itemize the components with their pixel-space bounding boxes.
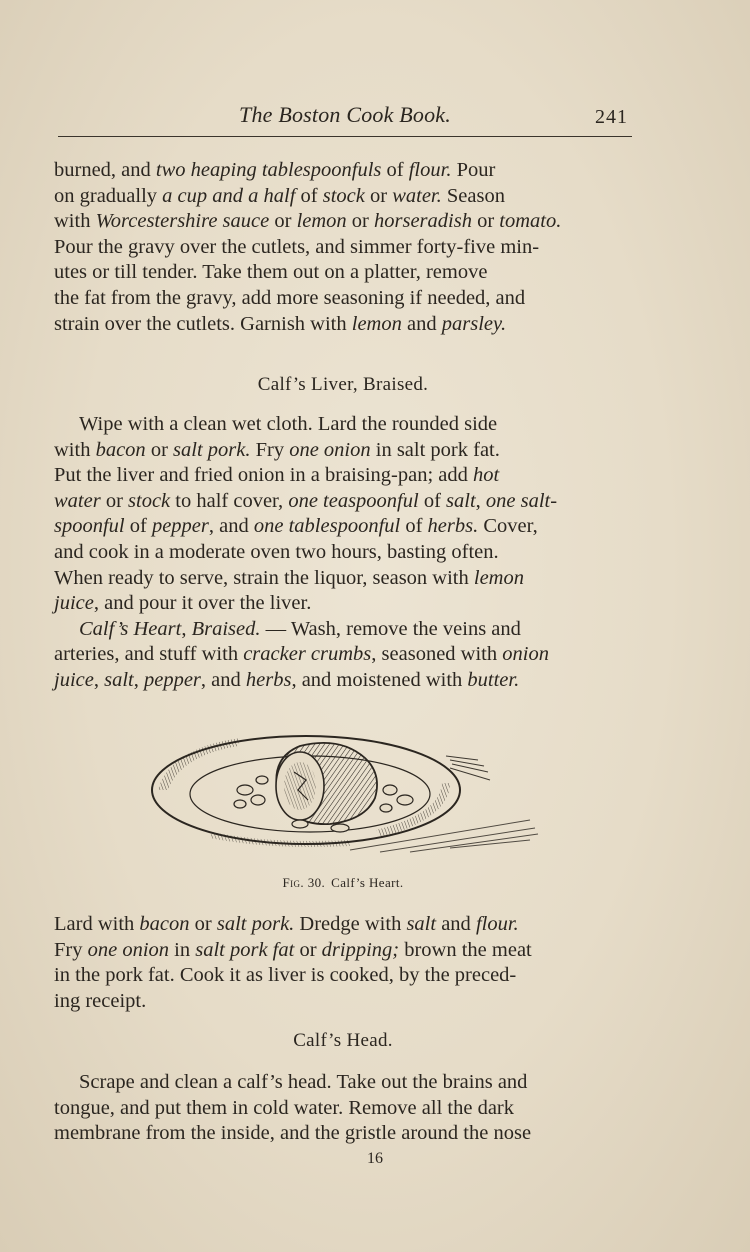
text-line: Calf’s Heart, Braised. — Wash, remove the veins and <box>79 617 521 640</box>
text-line: Lard with bacon or salt pork. Dredge with salt and flour. <box>54 913 519 935</box>
heading-calfs-head: Calf’s Head. <box>293 1030 393 1051</box>
text-line: with Worcestershire sauce or lemon or horseradish or tomato. <box>54 210 562 233</box>
text-line: Scrape and clean a calf’s head. Take out the brains and <box>79 1071 528 1093</box>
text-line: spoonful of pepper, and one tablespoonful of herbs. Cover, <box>54 515 538 538</box>
text-line: Pour the gravy over the cutlets, and simmer forty-five min- <box>54 235 540 258</box>
calfs-heart-engraving <box>150 728 540 862</box>
text-line: in the pork fat. Cook it as liver is cooked, by the preced- <box>54 964 517 987</box>
text-line: Fry one onion in salt pork fat or dripping; brown the meat <box>54 938 532 961</box>
text-line: ing receipt. <box>54 989 147 1012</box>
text-line: Put the liver and fried onion in a braising-pan; add hot <box>54 464 500 487</box>
text-line: membrane from the inside, and the gristle around the nose <box>54 1122 532 1145</box>
heading-calfs-liver: Calf’s Liver, Braised. <box>257 374 429 395</box>
text-line: and cook in a moderate oven two hours, basting often. <box>54 540 499 563</box>
head-recipe <box>54 1070 632 1147</box>
text-line: with bacon or salt pork. Fry one onion in salt pork fat. <box>54 438 500 461</box>
text-line: utes or till tender. Take them out on a platter, remove <box>54 261 488 284</box>
text-line: the fat from the gravy, add more seasoning if needed, and <box>54 286 526 309</box>
page-number: 241 <box>595 106 628 128</box>
running-title: The Boston Cook Book. <box>239 102 451 127</box>
text-line: Wipe with a clean wet cloth. Lard the rounded side <box>79 413 498 435</box>
text-line: on gradually a cup and a half of stock or water. Season <box>54 184 505 207</box>
figure-caption <box>54 875 632 891</box>
page-header <box>58 100 632 137</box>
text-line: strain over the cutlets. Garnish with lemon and parsley. <box>54 312 507 335</box>
figure-label: Fig. 30. <box>282 875 326 890</box>
text-line: water or stock to half cover, one teaspoonful of salt, one salt- <box>54 489 558 512</box>
liver-recipe <box>54 412 632 694</box>
text-line: When ready to serve, strain the liquor, season with lemon <box>54 566 524 589</box>
heart-recipe-continued <box>54 912 632 1014</box>
text-line: tongue, and put them in cold water. Remove all the dark <box>54 1096 514 1119</box>
text-line: arteries, and stuff with cracker crumbs, seasoned with onion <box>54 643 549 666</box>
text-line: juice, and pour it over the liver. <box>54 592 312 615</box>
cutlets-continuation <box>54 158 632 337</box>
signature-mark: 16 <box>367 1150 383 1167</box>
text-line: burned, and two heaping tablespoonfuls of flour. Pour <box>54 159 496 181</box>
figure-caption-text: Calf’s Heart. <box>331 875 404 890</box>
text-line: juice, salt, pepper, and herbs, and moistened with butter. <box>54 668 520 691</box>
